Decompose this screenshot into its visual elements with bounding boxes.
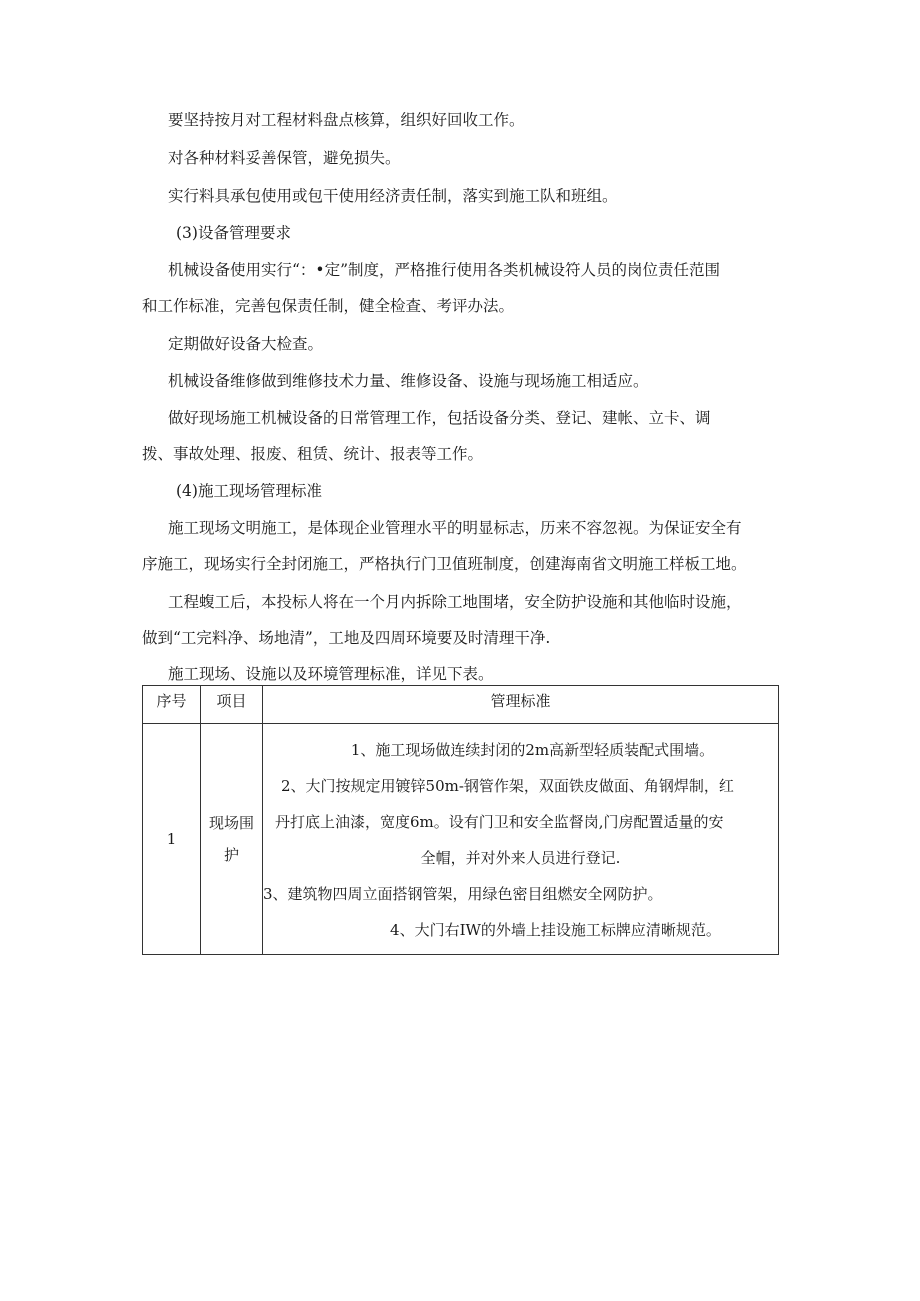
- standard-line-5: 3、建筑物四周立面搭钢管架，用绿色密目组燃安全网防护。: [263, 885, 663, 903]
- management-standards-table: [142, 685, 779, 955]
- paragraph-equipment-usage-line2: 和工作标准，完善包保责任制，健全检查、考评办法。: [142, 297, 515, 315]
- paragraph-table-intro: 施工现场、设施以及环境管理标准，详见下表。: [168, 665, 494, 683]
- section-heading-site-standards: (4)施工现场管理标准: [176, 482, 322, 500]
- paragraph-responsibility-system: 实行料具承包使用或包干使用经济责任制，落实到施工队和班组。: [168, 187, 618, 205]
- standard-line-3: 丹打底上油漆，宽度6m。设有门卫和安全监督岗,门房配置适量的安: [275, 813, 724, 831]
- header-serial-number: 序号: [143, 686, 201, 724]
- paragraph-civilized-construction-line2: 序施工，现场实行全封闭施工，严格执行门卫值班制度，创建海南省文明施工样板工地。: [142, 555, 747, 573]
- table-header-row: [143, 686, 779, 724]
- section-heading-equipment: (3)设备管理要求: [176, 224, 291, 242]
- cell-management-standard: [263, 724, 779, 955]
- paragraph-completion-cleanup-line2: 做到“工完料净、场地清”，工地及四周环境要及时清理干净.: [142, 629, 551, 647]
- standard-line-1: 1、施工现场做连续封闭的2m高新型轻质装配式围墙。: [350, 741, 715, 759]
- standard-line-2: 2、大门按规定用镀锌50m-钢管作架，双面铁皮做面、角钢焊制，红: [281, 777, 734, 795]
- header-item: 项目: [201, 686, 263, 724]
- paragraph-completion-cleanup-line1: 工程蝮工后，本投标人将在一个月内拆除工地围堵，安全防护设施和其他临时设施，: [168, 593, 742, 611]
- paragraph-daily-management-line2: 拨、事故处理、报废、租赁、统计、报表等工作。: [142, 445, 484, 463]
- standard-line-6: 4、大门右IW的外墙上挂设施工标牌应清晰规范。: [390, 921, 721, 939]
- header-management-standard: 管理标准: [263, 686, 779, 724]
- paragraph-civilized-construction-line1: 施工现场文明施工，是体现企业管理水平的明显标志，历来不容忽视。为保证安全有: [168, 519, 742, 537]
- paragraph-material-storage: 对各种材料妥善保管，避免损失。: [168, 149, 401, 167]
- paragraph-equipment-usage-line1: 机械设备使用实行“：•定”制度，严格推行使用各类机械设符人员的岗位责任范围: [168, 261, 720, 279]
- paragraph-material-inventory: 要坚持按月对工程材料盘点核算，组织好回收工作。: [168, 111, 525, 129]
- paragraph-equipment-inspection: 定期做好设备大检查。: [168, 335, 324, 353]
- table-row: [143, 724, 779, 955]
- cell-item: 现场围护: [201, 724, 263, 955]
- standard-line-4: 全帽，并对外来人员进行登记.: [420, 849, 621, 867]
- paragraph-equipment-maintenance: 机械设备维修做到维修技术力量、维修设备、设施与现场施工相适应。: [168, 372, 649, 390]
- cell-serial-number: 1: [143, 724, 201, 955]
- paragraph-daily-management-line1: 做好现场施工机械设备的日常管理工作，包括设备分类、登记、建帐、立卡、调: [168, 409, 711, 427]
